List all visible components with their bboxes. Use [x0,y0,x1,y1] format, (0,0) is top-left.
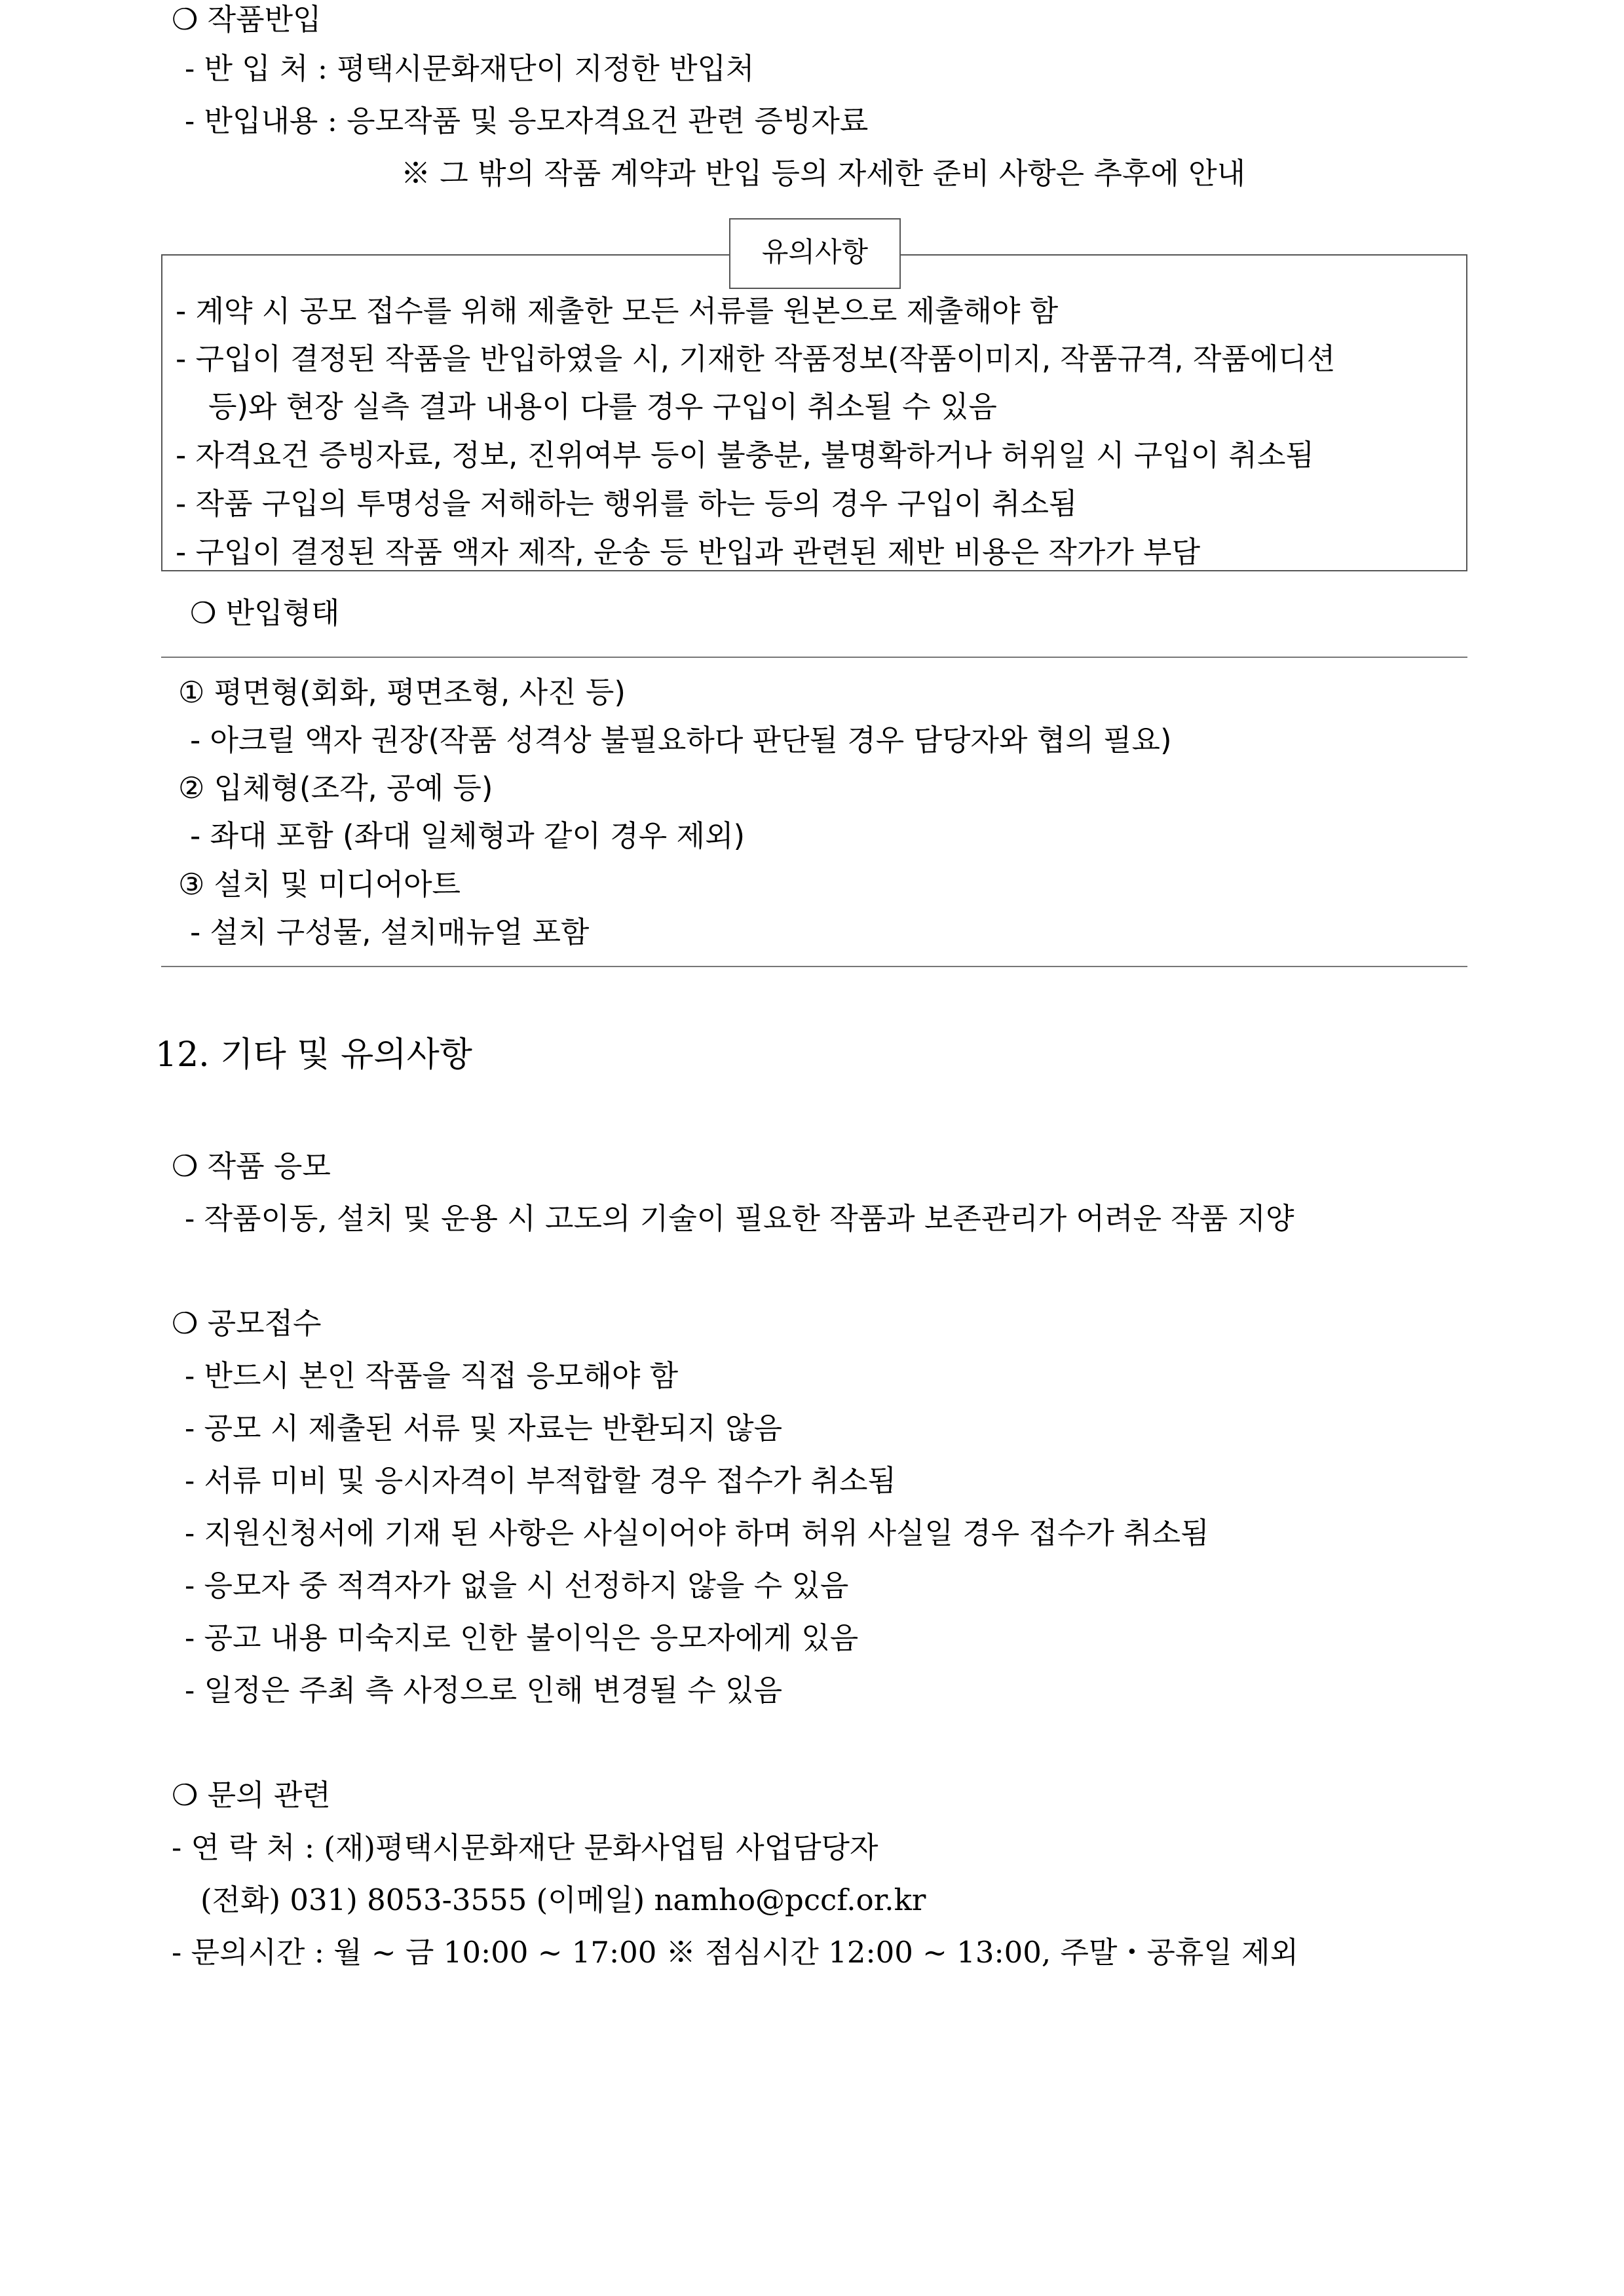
delivery-contents: - 반입내용 : 응모작품 및 응모자격요건 관련 증빙자료 [185,104,869,138]
entry-heading: ❍ 작품 응모 [172,1149,331,1183]
caution-item: - 작품 구입의 투명성을 저해하는 행위를 하는 등의 경우 구입이 취소됨 [176,486,1078,521]
delivery-type-item: - 아크릴 액자 권장(작품 성격상 불필요하다 판단될 경우 담당자와 협의 필요) [190,723,1172,757]
caution-box-title: 유의사항 [729,218,901,289]
inquiry-hours: - 문의시간 : 월 ~ 금 10:00 ~ 17:00 ※ 점심시간 12:00 ~ 13:00, 주말・공휴일 제외 [172,1935,1299,1970]
divider [161,966,1467,967]
delivery-note: ※ 그 밖의 작품 계약과 반입 등의 자세한 준비 사항은 추후에 안내 [401,156,1246,191]
delivery-type-heading: ❍ 반입형태 [190,596,340,630]
delivery-type-item: - 좌대 포함 (좌대 일체형과 같이 경우 제외) [190,818,746,853]
reception-heading: ❍ 공모접수 [172,1306,322,1341]
delivery-type-item: ② 입체형(조각, 공예 등) [178,771,493,805]
reception-item: - 반드시 본인 작품을 직접 응모해야 함 [185,1358,679,1393]
inquiry-contact: - 연 락 처 : (재)평택시문화재단 문화사업팀 사업담당자 [172,1830,878,1865]
reception-item: - 지원신청서에 기재 된 사항은 사실이어야 하며 허위 사실일 경우 접수가 취소됨 [185,1516,1209,1550]
caution-item: - 구입이 결정된 작품을 반입하였을 시, 기재한 작품정보(작품이미지, 작품규격, 작품에디션 [176,341,1336,376]
caution-item: - 구입이 결정된 작품 액자 제작, 운송 등 반입과 관련된 제반 비용은 작가가 부담 [176,535,1201,569]
entry-item: - 작품이동, 설치 및 운용 시 고도의 기술이 필요한 작품과 보존관리가 어려운 작품 지양 [185,1201,1294,1236]
reception-item: - 공모 시 제출된 서류 및 자료는 반환되지 않음 [185,1411,783,1445]
delivery-place: - 반 입 처 : 평택시문화재단이 지정한 반입처 [185,51,755,86]
reception-item: - 서류 미비 및 응시자격이 부적합할 경우 접수가 취소됨 [185,1463,896,1498]
caution-item: - 계약 시 공모 접수를 위해 제출한 모든 서류를 원본으로 제출해야 함 [176,294,1059,328]
inquiry-phone-email: (전화) 031) 8053-3555 (이메일) namho@pccf.or.kr [200,1883,926,1917]
divider [161,657,1467,658]
section-title: 12. 기타 및 유의사항 [155,1035,472,1075]
delivery-type-item: ③ 설치 및 미디어아트 [178,867,461,902]
delivery-heading: ❍ 작품반입 [172,2,322,37]
delivery-type-item: ① 평면형(회화, 평면조형, 사진 등) [178,675,626,710]
reception-item: - 응모자 중 적격자가 없을 시 선정하지 않을 수 있음 [185,1568,849,1603]
caution-item: 등)와 현장 실측 결과 내용이 다를 경우 구입이 취소될 수 있음 [208,389,997,424]
reception-item: - 공고 내용 미숙지로 인한 불이익은 응모자에게 있음 [185,1620,859,1655]
caution-item: - 자격요건 증빙자료, 정보, 진위여부 등이 불충분, 불명확하거나 허위일 시 구입이 취소됨 [176,438,1314,472]
reception-item: - 일정은 주최 측 사정으로 인해 변경될 수 있음 [185,1673,783,1708]
delivery-type-item: - 설치 구성물, 설치매뉴얼 포함 [190,915,590,949]
inquiry-heading: ❍ 문의 관련 [172,1778,331,1812]
